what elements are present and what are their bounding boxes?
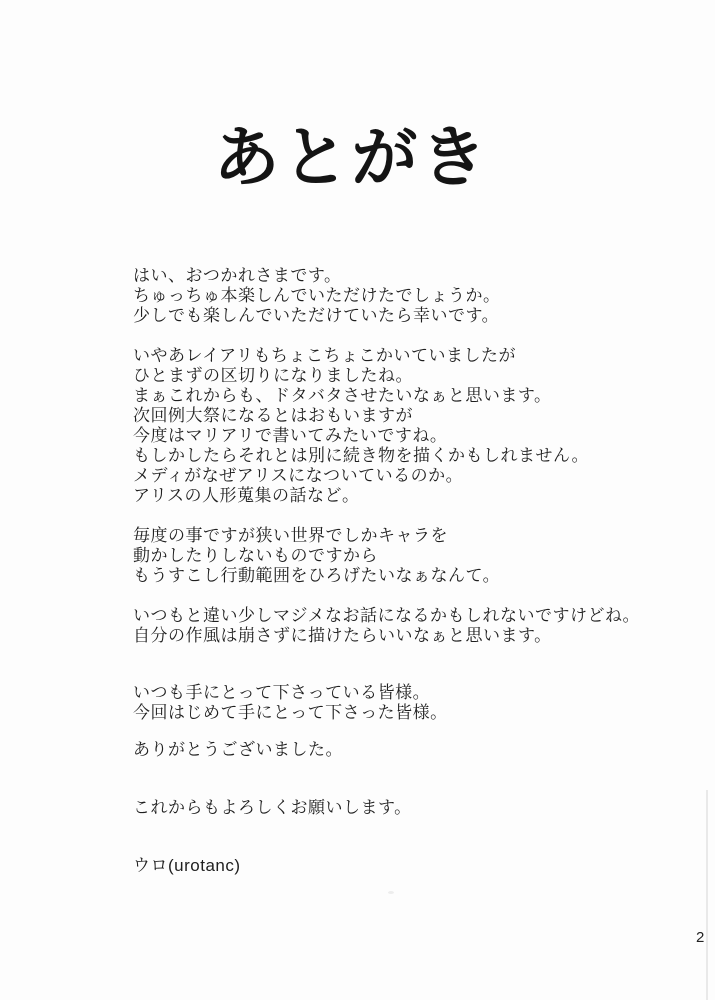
text-line: メディがなぜアリスになついているのか。 <box>133 466 464 485</box>
text-line: まぁこれからも、ドタバタさせたいなぁと思います。 <box>133 386 552 405</box>
text-line: ありがとうございました。 <box>133 740 343 759</box>
text-line: 少しでも楽しんでいただけていたら幸いです。 <box>133 306 500 325</box>
text-line: いつもと違い少しマジメなお話になるかもしれないですけどね。 <box>133 606 640 625</box>
text-line: これからもよろしくお願いします。 <box>133 798 412 817</box>
paragraph-thanks <box>133 740 673 760</box>
text-line: 自分の作風は崩さずに描けたらいいなぁと思います。 <box>133 626 552 645</box>
page-number: 2 <box>696 929 705 946</box>
text-line: ちゅっちゅ本楽しんでいただけたでしょうか。 <box>133 286 501 305</box>
paragraph-style <box>133 606 673 646</box>
text-line: 今度はマリアリで書いてみたいですね。 <box>133 426 448 445</box>
scan-edge-artifact <box>706 790 708 1000</box>
paragraph-greeting <box>133 266 673 326</box>
text-line: いやあレイアリもちょこちょこかいていましたが <box>133 346 516 365</box>
text-line: 動かしたりしないものですから <box>133 546 378 565</box>
text-line: もしかしたらそれとは別に続き物を描くかもしれません。 <box>133 446 590 465</box>
author-signature: ウロ(urotanc) <box>133 856 241 875</box>
text-line: もうすこし行動範囲をひろげたいなぁなんて。 <box>133 566 501 585</box>
scan-smudge-artifact <box>388 891 394 894</box>
text-line: いつも手にとって下さっている皆様。 <box>133 683 431 702</box>
text-line: アリスの人形蒐集の話など。 <box>133 486 360 505</box>
text-line: 今回はじめて手にとって下さった皆様。 <box>133 703 448 722</box>
text-line: 毎度の事ですが狭い世界でしかキャラを <box>133 526 448 545</box>
paragraph-world-scope <box>133 526 673 586</box>
page-title: あとがき <box>213 120 490 194</box>
paragraph-closing <box>133 798 673 818</box>
paragraph-series-plans <box>133 346 673 506</box>
paragraph-readers <box>133 683 673 723</box>
text-line: ひとまずの区切りになりましたね。 <box>133 366 413 385</box>
text-line: 次回例大祭になるとはおもいますが <box>133 406 413 425</box>
afterword-body <box>133 266 673 876</box>
text-line: はい、おつかれさまです。 <box>133 266 342 285</box>
